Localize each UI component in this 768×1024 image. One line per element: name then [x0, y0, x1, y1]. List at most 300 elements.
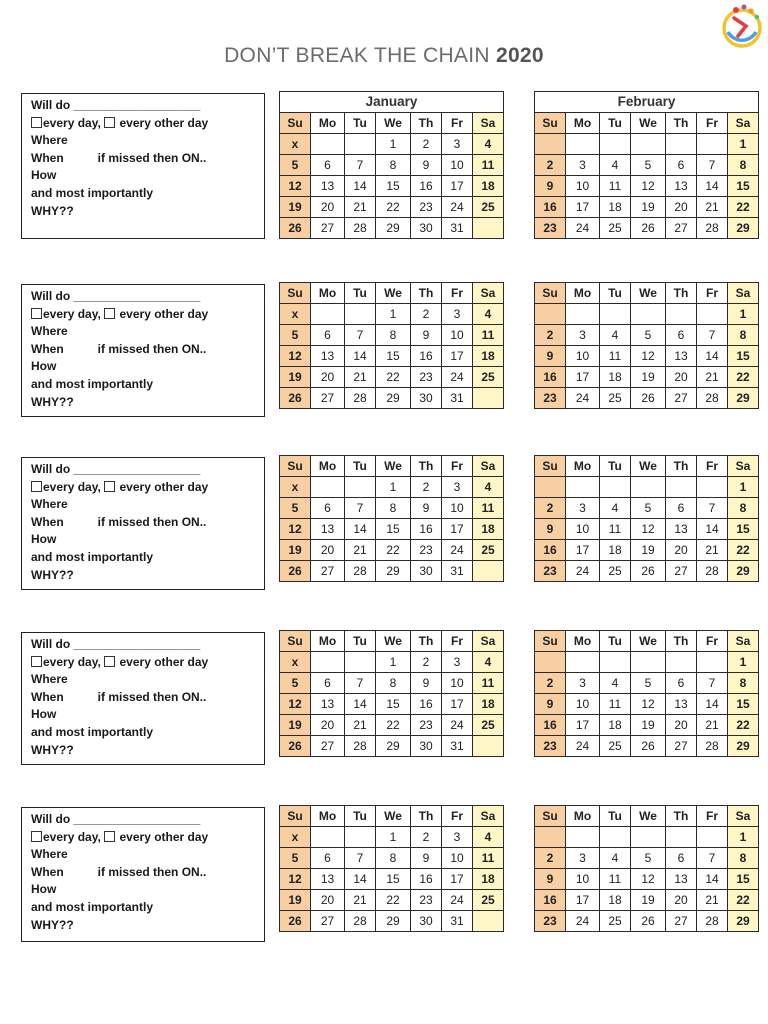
day-cell[interactable]: 12: [631, 346, 666, 367]
day-cell[interactable]: 7: [345, 673, 376, 694]
day-cell[interactable]: [473, 218, 504, 239]
day-cell[interactable]: 19: [631, 715, 666, 736]
day-cell[interactable]: 25: [473, 367, 504, 388]
day-cell[interactable]: [666, 134, 697, 155]
day-cell[interactable]: 20: [666, 197, 697, 218]
day-cell[interactable]: 13: [666, 346, 697, 367]
day-cell[interactable]: 7: [697, 325, 728, 346]
day-cell[interactable]: 4: [600, 155, 631, 176]
day-cell[interactable]: 16: [411, 176, 442, 197]
day-cell[interactable]: 14: [345, 694, 376, 715]
day-cell[interactable]: 15: [728, 694, 759, 715]
day-cell[interactable]: [566, 134, 600, 155]
every-other-day-checkbox[interactable]: [104, 481, 115, 492]
day-cell[interactable]: 11: [600, 176, 631, 197]
day-cell[interactable]: 16: [535, 890, 566, 911]
every-other-day-checkbox[interactable]: [104, 308, 115, 319]
day-cell[interactable]: 8: [376, 848, 411, 869]
day-cell[interactable]: 13: [666, 869, 697, 890]
day-cell[interactable]: 24: [442, 890, 473, 911]
day-cell[interactable]: 18: [600, 197, 631, 218]
day-cell[interactable]: 2: [535, 498, 566, 519]
day-cell[interactable]: 10: [566, 869, 600, 890]
day-cell[interactable]: 17: [442, 694, 473, 715]
day-cell[interactable]: 7: [345, 155, 376, 176]
day-cell[interactable]: 18: [473, 346, 504, 367]
day-cell[interactable]: 29: [376, 218, 411, 239]
day-cell[interactable]: 2: [535, 848, 566, 869]
day-cell[interactable]: 27: [311, 561, 345, 582]
day-cell[interactable]: 13: [311, 694, 345, 715]
day-cell[interactable]: 18: [600, 715, 631, 736]
day-cell[interactable]: 15: [376, 869, 411, 890]
day-cell[interactable]: 22: [728, 197, 759, 218]
day-cell[interactable]: 8: [728, 155, 759, 176]
every-other-day-checkbox[interactable]: [104, 117, 115, 128]
day-cell[interactable]: 26: [631, 736, 666, 757]
day-cell[interactable]: 6: [666, 848, 697, 869]
day-cell[interactable]: 29: [728, 561, 759, 582]
day-cell[interactable]: 7: [345, 498, 376, 519]
day-cell[interactable]: 23: [411, 715, 442, 736]
day-cell[interactable]: 29: [376, 561, 411, 582]
day-cell[interactable]: 11: [473, 325, 504, 346]
day-cell[interactable]: 3: [442, 134, 473, 155]
day-cell[interactable]: 24: [566, 388, 600, 409]
day-cell[interactable]: 11: [473, 848, 504, 869]
day-cell[interactable]: 30: [411, 736, 442, 757]
day-cell[interactable]: 18: [600, 890, 631, 911]
day-cell[interactable]: [697, 477, 728, 498]
day-cell[interactable]: [631, 304, 666, 325]
day-cell[interactable]: 23: [411, 367, 442, 388]
day-cell[interactable]: 20: [311, 540, 345, 561]
day-cell[interactable]: 6: [666, 155, 697, 176]
day-cell[interactable]: 19: [280, 197, 311, 218]
day-cell[interactable]: 25: [600, 736, 631, 757]
day-cell[interactable]: 30: [411, 218, 442, 239]
day-cell[interactable]: 3: [442, 304, 473, 325]
day-cell[interactable]: 29: [376, 736, 411, 757]
day-cell[interactable]: [631, 652, 666, 673]
day-cell[interactable]: 17: [566, 540, 600, 561]
day-cell[interactable]: [473, 911, 504, 932]
day-cell[interactable]: 26: [280, 736, 311, 757]
day-cell[interactable]: 29: [376, 911, 411, 932]
day-cell[interactable]: 29: [728, 388, 759, 409]
day-cell[interactable]: 7: [345, 848, 376, 869]
day-cell[interactable]: [535, 304, 566, 325]
day-cell[interactable]: 25: [600, 561, 631, 582]
day-cell[interactable]: 8: [376, 498, 411, 519]
day-cell[interactable]: [535, 827, 566, 848]
day-cell[interactable]: 5: [631, 498, 666, 519]
day-cell[interactable]: 4: [473, 477, 504, 498]
day-cell[interactable]: 7: [697, 155, 728, 176]
day-cell[interactable]: 17: [566, 715, 600, 736]
day-cell[interactable]: x: [280, 827, 311, 848]
day-cell[interactable]: 7: [697, 848, 728, 869]
day-cell[interactable]: 14: [345, 176, 376, 197]
day-cell[interactable]: [311, 652, 345, 673]
day-cell[interactable]: 31: [442, 561, 473, 582]
day-cell[interactable]: 23: [411, 197, 442, 218]
day-cell[interactable]: 11: [600, 519, 631, 540]
day-cell[interactable]: 18: [600, 540, 631, 561]
day-cell[interactable]: 18: [473, 694, 504, 715]
day-cell[interactable]: 16: [411, 346, 442, 367]
day-cell[interactable]: 12: [631, 869, 666, 890]
day-cell[interactable]: 6: [666, 498, 697, 519]
day-cell[interactable]: 8: [728, 498, 759, 519]
day-cell[interactable]: [345, 827, 376, 848]
day-cell[interactable]: [600, 652, 631, 673]
day-cell[interactable]: 15: [376, 519, 411, 540]
day-cell[interactable]: 30: [411, 911, 442, 932]
day-cell[interactable]: 15: [376, 176, 411, 197]
day-cell[interactable]: 16: [411, 694, 442, 715]
day-cell[interactable]: 6: [311, 155, 345, 176]
day-cell[interactable]: 21: [697, 367, 728, 388]
day-cell[interactable]: 28: [345, 561, 376, 582]
day-cell[interactable]: 23: [535, 561, 566, 582]
day-cell[interactable]: 26: [280, 218, 311, 239]
day-cell[interactable]: 26: [631, 388, 666, 409]
day-cell[interactable]: 12: [280, 694, 311, 715]
day-cell[interactable]: [311, 477, 345, 498]
day-cell[interactable]: 21: [345, 540, 376, 561]
day-cell[interactable]: 5: [280, 498, 311, 519]
day-cell[interactable]: 22: [728, 367, 759, 388]
day-cell[interactable]: 25: [600, 388, 631, 409]
day-cell[interactable]: 24: [442, 715, 473, 736]
day-cell[interactable]: 21: [345, 715, 376, 736]
day-cell[interactable]: 11: [600, 869, 631, 890]
day-cell[interactable]: 7: [345, 325, 376, 346]
day-cell[interactable]: 13: [311, 869, 345, 890]
day-cell[interactable]: 9: [411, 325, 442, 346]
day-cell[interactable]: 21: [345, 367, 376, 388]
day-cell[interactable]: [600, 477, 631, 498]
day-cell[interactable]: 1: [376, 827, 411, 848]
day-cell[interactable]: 20: [666, 540, 697, 561]
every-day-checkbox[interactable]: [31, 656, 42, 667]
day-cell[interactable]: 27: [311, 736, 345, 757]
day-cell[interactable]: 27: [666, 911, 697, 932]
day-cell[interactable]: 12: [631, 519, 666, 540]
day-cell[interactable]: 28: [345, 218, 376, 239]
day-cell[interactable]: 17: [442, 176, 473, 197]
day-cell[interactable]: 2: [411, 827, 442, 848]
day-cell[interactable]: 10: [566, 694, 600, 715]
day-cell[interactable]: 25: [473, 715, 504, 736]
day-cell[interactable]: 6: [311, 498, 345, 519]
day-cell[interactable]: 9: [535, 869, 566, 890]
day-cell[interactable]: 3: [566, 498, 600, 519]
day-cell[interactable]: 1: [376, 304, 411, 325]
day-cell[interactable]: 19: [631, 197, 666, 218]
day-cell[interactable]: 25: [473, 197, 504, 218]
day-cell[interactable]: [345, 134, 376, 155]
day-cell[interactable]: 1: [376, 477, 411, 498]
day-cell[interactable]: 30: [411, 561, 442, 582]
day-cell[interactable]: 19: [631, 540, 666, 561]
day-cell[interactable]: 15: [376, 346, 411, 367]
day-cell[interactable]: 28: [697, 218, 728, 239]
day-cell[interactable]: 22: [376, 540, 411, 561]
day-cell[interactable]: 12: [280, 519, 311, 540]
day-cell[interactable]: 22: [376, 367, 411, 388]
day-cell[interactable]: 3: [442, 477, 473, 498]
day-cell[interactable]: 21: [345, 197, 376, 218]
day-cell[interactable]: 4: [600, 848, 631, 869]
day-cell[interactable]: 16: [535, 540, 566, 561]
day-cell[interactable]: 27: [666, 388, 697, 409]
day-cell[interactable]: 7: [697, 498, 728, 519]
day-cell[interactable]: 9: [535, 176, 566, 197]
day-cell[interactable]: [666, 652, 697, 673]
day-cell[interactable]: [345, 652, 376, 673]
day-cell[interactable]: 29: [728, 911, 759, 932]
day-cell[interactable]: [666, 304, 697, 325]
day-cell[interactable]: 7: [697, 673, 728, 694]
day-cell[interactable]: 14: [697, 176, 728, 197]
day-cell[interactable]: x: [280, 477, 311, 498]
day-cell[interactable]: 3: [442, 827, 473, 848]
day-cell[interactable]: 20: [666, 715, 697, 736]
day-cell[interactable]: 19: [631, 367, 666, 388]
day-cell[interactable]: 26: [280, 911, 311, 932]
day-cell[interactable]: 23: [411, 540, 442, 561]
day-cell[interactable]: 27: [311, 218, 345, 239]
day-cell[interactable]: 31: [442, 736, 473, 757]
day-cell[interactable]: 23: [535, 736, 566, 757]
day-cell[interactable]: [535, 477, 566, 498]
day-cell[interactable]: 14: [345, 869, 376, 890]
day-cell[interactable]: 17: [442, 869, 473, 890]
day-cell[interactable]: 25: [600, 911, 631, 932]
day-cell[interactable]: 22: [376, 197, 411, 218]
day-cell[interactable]: 12: [631, 694, 666, 715]
day-cell[interactable]: 4: [600, 325, 631, 346]
day-cell[interactable]: 10: [566, 346, 600, 367]
day-cell[interactable]: 23: [411, 890, 442, 911]
day-cell[interactable]: [535, 134, 566, 155]
day-cell[interactable]: 27: [666, 218, 697, 239]
day-cell[interactable]: 13: [311, 176, 345, 197]
day-cell[interactable]: 24: [566, 736, 600, 757]
day-cell[interactable]: 9: [535, 694, 566, 715]
day-cell[interactable]: 31: [442, 218, 473, 239]
day-cell[interactable]: [666, 827, 697, 848]
day-cell[interactable]: 18: [473, 869, 504, 890]
day-cell[interactable]: [311, 304, 345, 325]
day-cell[interactable]: 24: [442, 367, 473, 388]
day-cell[interactable]: 9: [411, 155, 442, 176]
day-cell[interactable]: 24: [566, 561, 600, 582]
day-cell[interactable]: 17: [442, 346, 473, 367]
day-cell[interactable]: 31: [442, 911, 473, 932]
day-cell[interactable]: [631, 477, 666, 498]
day-cell[interactable]: 5: [631, 325, 666, 346]
day-cell[interactable]: 4: [473, 827, 504, 848]
day-cell[interactable]: 14: [697, 694, 728, 715]
day-cell[interactable]: 24: [566, 218, 600, 239]
day-cell[interactable]: 15: [728, 176, 759, 197]
day-cell[interactable]: 1: [376, 134, 411, 155]
day-cell[interactable]: [666, 477, 697, 498]
day-cell[interactable]: 28: [697, 736, 728, 757]
day-cell[interactable]: 4: [600, 498, 631, 519]
day-cell[interactable]: 1: [728, 304, 759, 325]
day-cell[interactable]: 1: [728, 477, 759, 498]
day-cell[interactable]: 2: [411, 304, 442, 325]
day-cell[interactable]: 28: [345, 388, 376, 409]
day-cell[interactable]: 20: [666, 367, 697, 388]
day-cell[interactable]: 17: [566, 890, 600, 911]
day-cell[interactable]: 11: [473, 498, 504, 519]
day-cell[interactable]: 28: [345, 736, 376, 757]
day-cell[interactable]: 15: [728, 346, 759, 367]
day-cell[interactable]: 11: [473, 155, 504, 176]
day-cell[interactable]: 14: [345, 519, 376, 540]
day-cell[interactable]: 1: [728, 652, 759, 673]
day-cell[interactable]: 8: [376, 155, 411, 176]
day-cell[interactable]: 10: [442, 848, 473, 869]
day-cell[interactable]: 8: [728, 848, 759, 869]
day-cell[interactable]: 6: [311, 848, 345, 869]
day-cell[interactable]: 8: [376, 673, 411, 694]
day-cell[interactable]: 29: [376, 388, 411, 409]
day-cell[interactable]: 21: [697, 715, 728, 736]
day-cell[interactable]: 10: [566, 176, 600, 197]
day-cell[interactable]: 5: [280, 325, 311, 346]
day-cell[interactable]: [473, 736, 504, 757]
day-cell[interactable]: 17: [566, 367, 600, 388]
day-cell[interactable]: 2: [411, 652, 442, 673]
day-cell[interactable]: 20: [666, 890, 697, 911]
every-day-checkbox[interactable]: [31, 117, 42, 128]
day-cell[interactable]: 23: [535, 218, 566, 239]
day-cell[interactable]: 15: [728, 519, 759, 540]
day-cell[interactable]: 5: [631, 155, 666, 176]
day-cell[interactable]: 18: [473, 519, 504, 540]
day-cell[interactable]: 12: [280, 346, 311, 367]
day-cell[interactable]: 3: [442, 652, 473, 673]
day-cell[interactable]: 26: [280, 388, 311, 409]
day-cell[interactable]: 13: [311, 519, 345, 540]
day-cell[interactable]: 5: [631, 673, 666, 694]
day-cell[interactable]: 9: [411, 673, 442, 694]
day-cell[interactable]: 27: [311, 911, 345, 932]
day-cell[interactable]: 24: [442, 540, 473, 561]
day-cell[interactable]: 3: [566, 848, 600, 869]
day-cell[interactable]: 12: [280, 869, 311, 890]
day-cell[interactable]: [600, 134, 631, 155]
day-cell[interactable]: 2: [411, 134, 442, 155]
day-cell[interactable]: 6: [666, 325, 697, 346]
day-cell[interactable]: 2: [535, 155, 566, 176]
day-cell[interactable]: 26: [631, 218, 666, 239]
day-cell[interactable]: 20: [311, 197, 345, 218]
day-cell[interactable]: 16: [411, 519, 442, 540]
day-cell[interactable]: 25: [600, 218, 631, 239]
day-cell[interactable]: 4: [600, 673, 631, 694]
day-cell[interactable]: 5: [280, 673, 311, 694]
day-cell[interactable]: 1: [728, 827, 759, 848]
day-cell[interactable]: 11: [600, 694, 631, 715]
day-cell[interactable]: 9: [411, 498, 442, 519]
day-cell[interactable]: 21: [697, 197, 728, 218]
day-cell[interactable]: 31: [442, 388, 473, 409]
day-cell[interactable]: 18: [600, 367, 631, 388]
day-cell[interactable]: 21: [697, 540, 728, 561]
every-other-day-checkbox[interactable]: [104, 831, 115, 842]
day-cell[interactable]: x: [280, 652, 311, 673]
day-cell[interactable]: 27: [666, 736, 697, 757]
day-cell[interactable]: 4: [473, 652, 504, 673]
day-cell[interactable]: 19: [280, 890, 311, 911]
day-cell[interactable]: 28: [697, 388, 728, 409]
day-cell[interactable]: x: [280, 304, 311, 325]
day-cell[interactable]: 1: [728, 134, 759, 155]
day-cell[interactable]: [311, 827, 345, 848]
day-cell[interactable]: 18: [473, 176, 504, 197]
day-cell[interactable]: 8: [728, 325, 759, 346]
day-cell[interactable]: 3: [566, 155, 600, 176]
day-cell[interactable]: 1: [376, 652, 411, 673]
day-cell[interactable]: 17: [442, 519, 473, 540]
day-cell[interactable]: 28: [345, 911, 376, 932]
day-cell[interactable]: 22: [728, 715, 759, 736]
day-cell[interactable]: [566, 827, 600, 848]
day-cell[interactable]: 2: [535, 673, 566, 694]
day-cell[interactable]: 17: [566, 197, 600, 218]
day-cell[interactable]: 19: [280, 367, 311, 388]
day-cell[interactable]: 13: [666, 694, 697, 715]
day-cell[interactable]: 14: [345, 346, 376, 367]
day-cell[interactable]: 6: [311, 673, 345, 694]
every-day-checkbox[interactable]: [31, 481, 42, 492]
day-cell[interactable]: 16: [411, 869, 442, 890]
day-cell[interactable]: 21: [345, 890, 376, 911]
every-day-checkbox[interactable]: [31, 831, 42, 842]
day-cell[interactable]: 11: [600, 346, 631, 367]
day-cell[interactable]: 22: [728, 540, 759, 561]
day-cell[interactable]: 14: [697, 346, 728, 367]
day-cell[interactable]: 20: [311, 890, 345, 911]
day-cell[interactable]: x: [280, 134, 311, 155]
day-cell[interactable]: [566, 477, 600, 498]
day-cell[interactable]: 5: [631, 848, 666, 869]
day-cell[interactable]: [631, 134, 666, 155]
day-cell[interactable]: 12: [631, 176, 666, 197]
day-cell[interactable]: 11: [473, 673, 504, 694]
day-cell[interactable]: 19: [631, 890, 666, 911]
day-cell[interactable]: 26: [280, 561, 311, 582]
day-cell[interactable]: 19: [280, 715, 311, 736]
day-cell[interactable]: 12: [280, 176, 311, 197]
day-cell[interactable]: 28: [697, 561, 728, 582]
day-cell[interactable]: 4: [473, 304, 504, 325]
day-cell[interactable]: 20: [311, 367, 345, 388]
day-cell[interactable]: 10: [442, 673, 473, 694]
day-cell[interactable]: 25: [473, 890, 504, 911]
day-cell[interactable]: 15: [728, 869, 759, 890]
day-cell[interactable]: 14: [697, 519, 728, 540]
day-cell[interactable]: 9: [411, 848, 442, 869]
day-cell[interactable]: 27: [311, 388, 345, 409]
